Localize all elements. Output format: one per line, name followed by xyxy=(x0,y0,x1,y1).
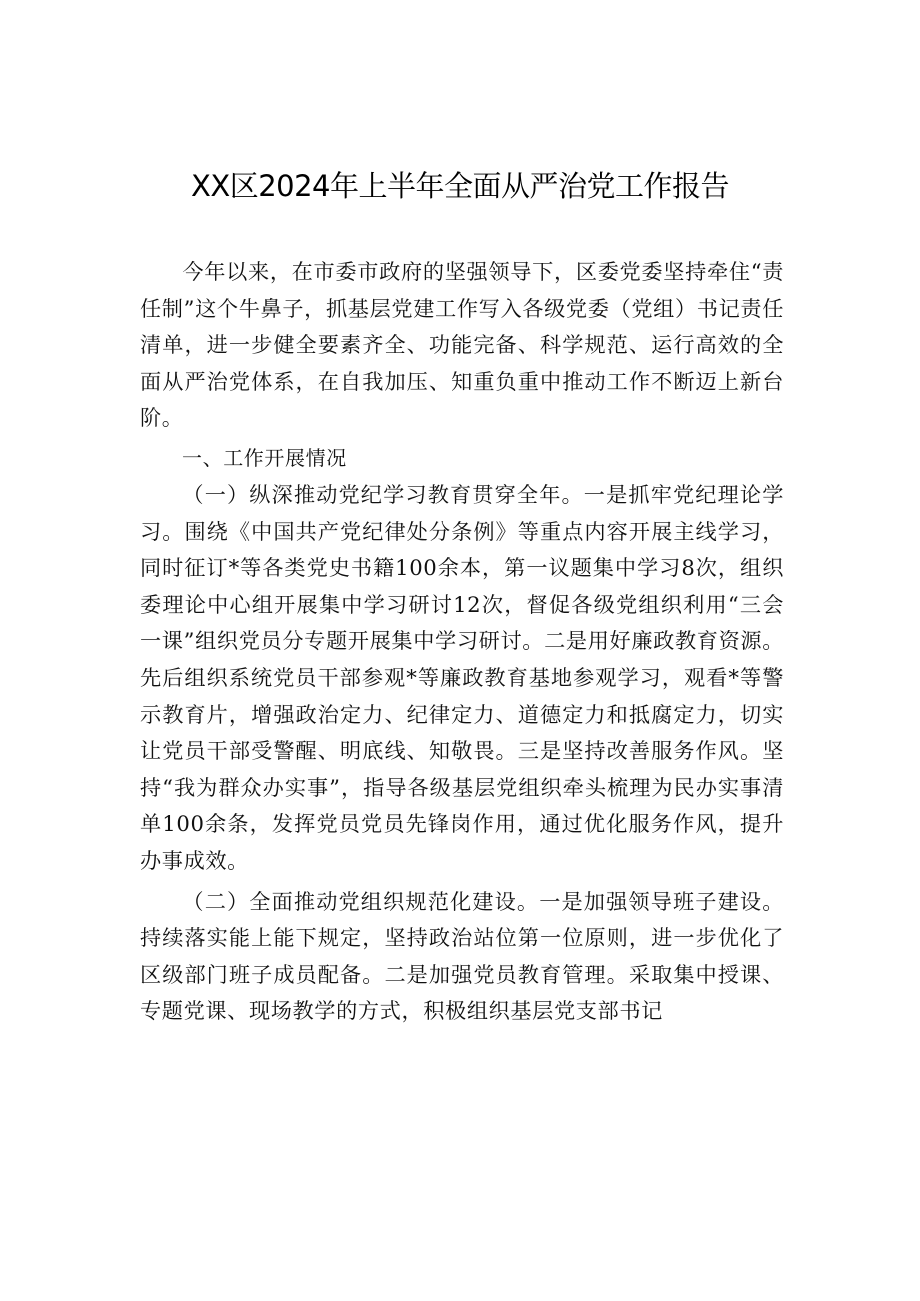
paragraph-party-organization-standardization: （二）全面推动党组织规范化建设。一是加强领导班子建设。持续落实能上能下规定，坚持政治站位第一位原则，进一步优化了区级部门班子成员配备。二是加强党员教育管理。采取集中授课、专题党课、现场教学的方式，积极组织基层党支部书记 xyxy=(140,888,784,1024)
section-heading-work-progress: 一、工作开展情况 xyxy=(182,445,347,470)
intro-paragraph: 今年以来，在市委市政府的坚强领导下，区委党委坚持牵住“责任制”这个牛鼻子，抓基层党建工作写入各级党委（党组）书记责任清单，进一步健全要素齐全、功能完备、科学规范、运行高效的全面从严治党体系，在自我加压、知重负重中推动工作不断迈上新台阶。 xyxy=(140,259,784,431)
document-title: XX区2024年上半年全面从严治党工作报告 xyxy=(190,169,730,203)
paragraph-party-discipline-education: （一）纵深推动党纪学习教育贯穿全年。一是抓牢党纪理论学习。围绕《中国共产党纪律处分条例》等重点内容开展主线学习，同时征订*等各类党史书籍100余本，第一议题集中学习8次，组织委理论中心组开展集中学习研讨12次，督促各级党组织利用“三会一课”组织党员分专题开展集中学习研讨。二是用好廉政教育资源。先后组织系统党员干部参观*等廉政教育基地参观学习，观看*等警示教育片，增强政治定力、纪律定力、道德定力和抵腐定力，切实让党员干部受警醒、明底线、知敬畏。三是坚持改善服务作风。坚持“我为群众办实事”，指导各级基层党组织牵头梳理为民办实事清单100余条，发挥党员党员先锋岗作用，通过优化服务作风，提升办事成效。 xyxy=(140,481,784,873)
document-body xyxy=(140,254,784,1030)
